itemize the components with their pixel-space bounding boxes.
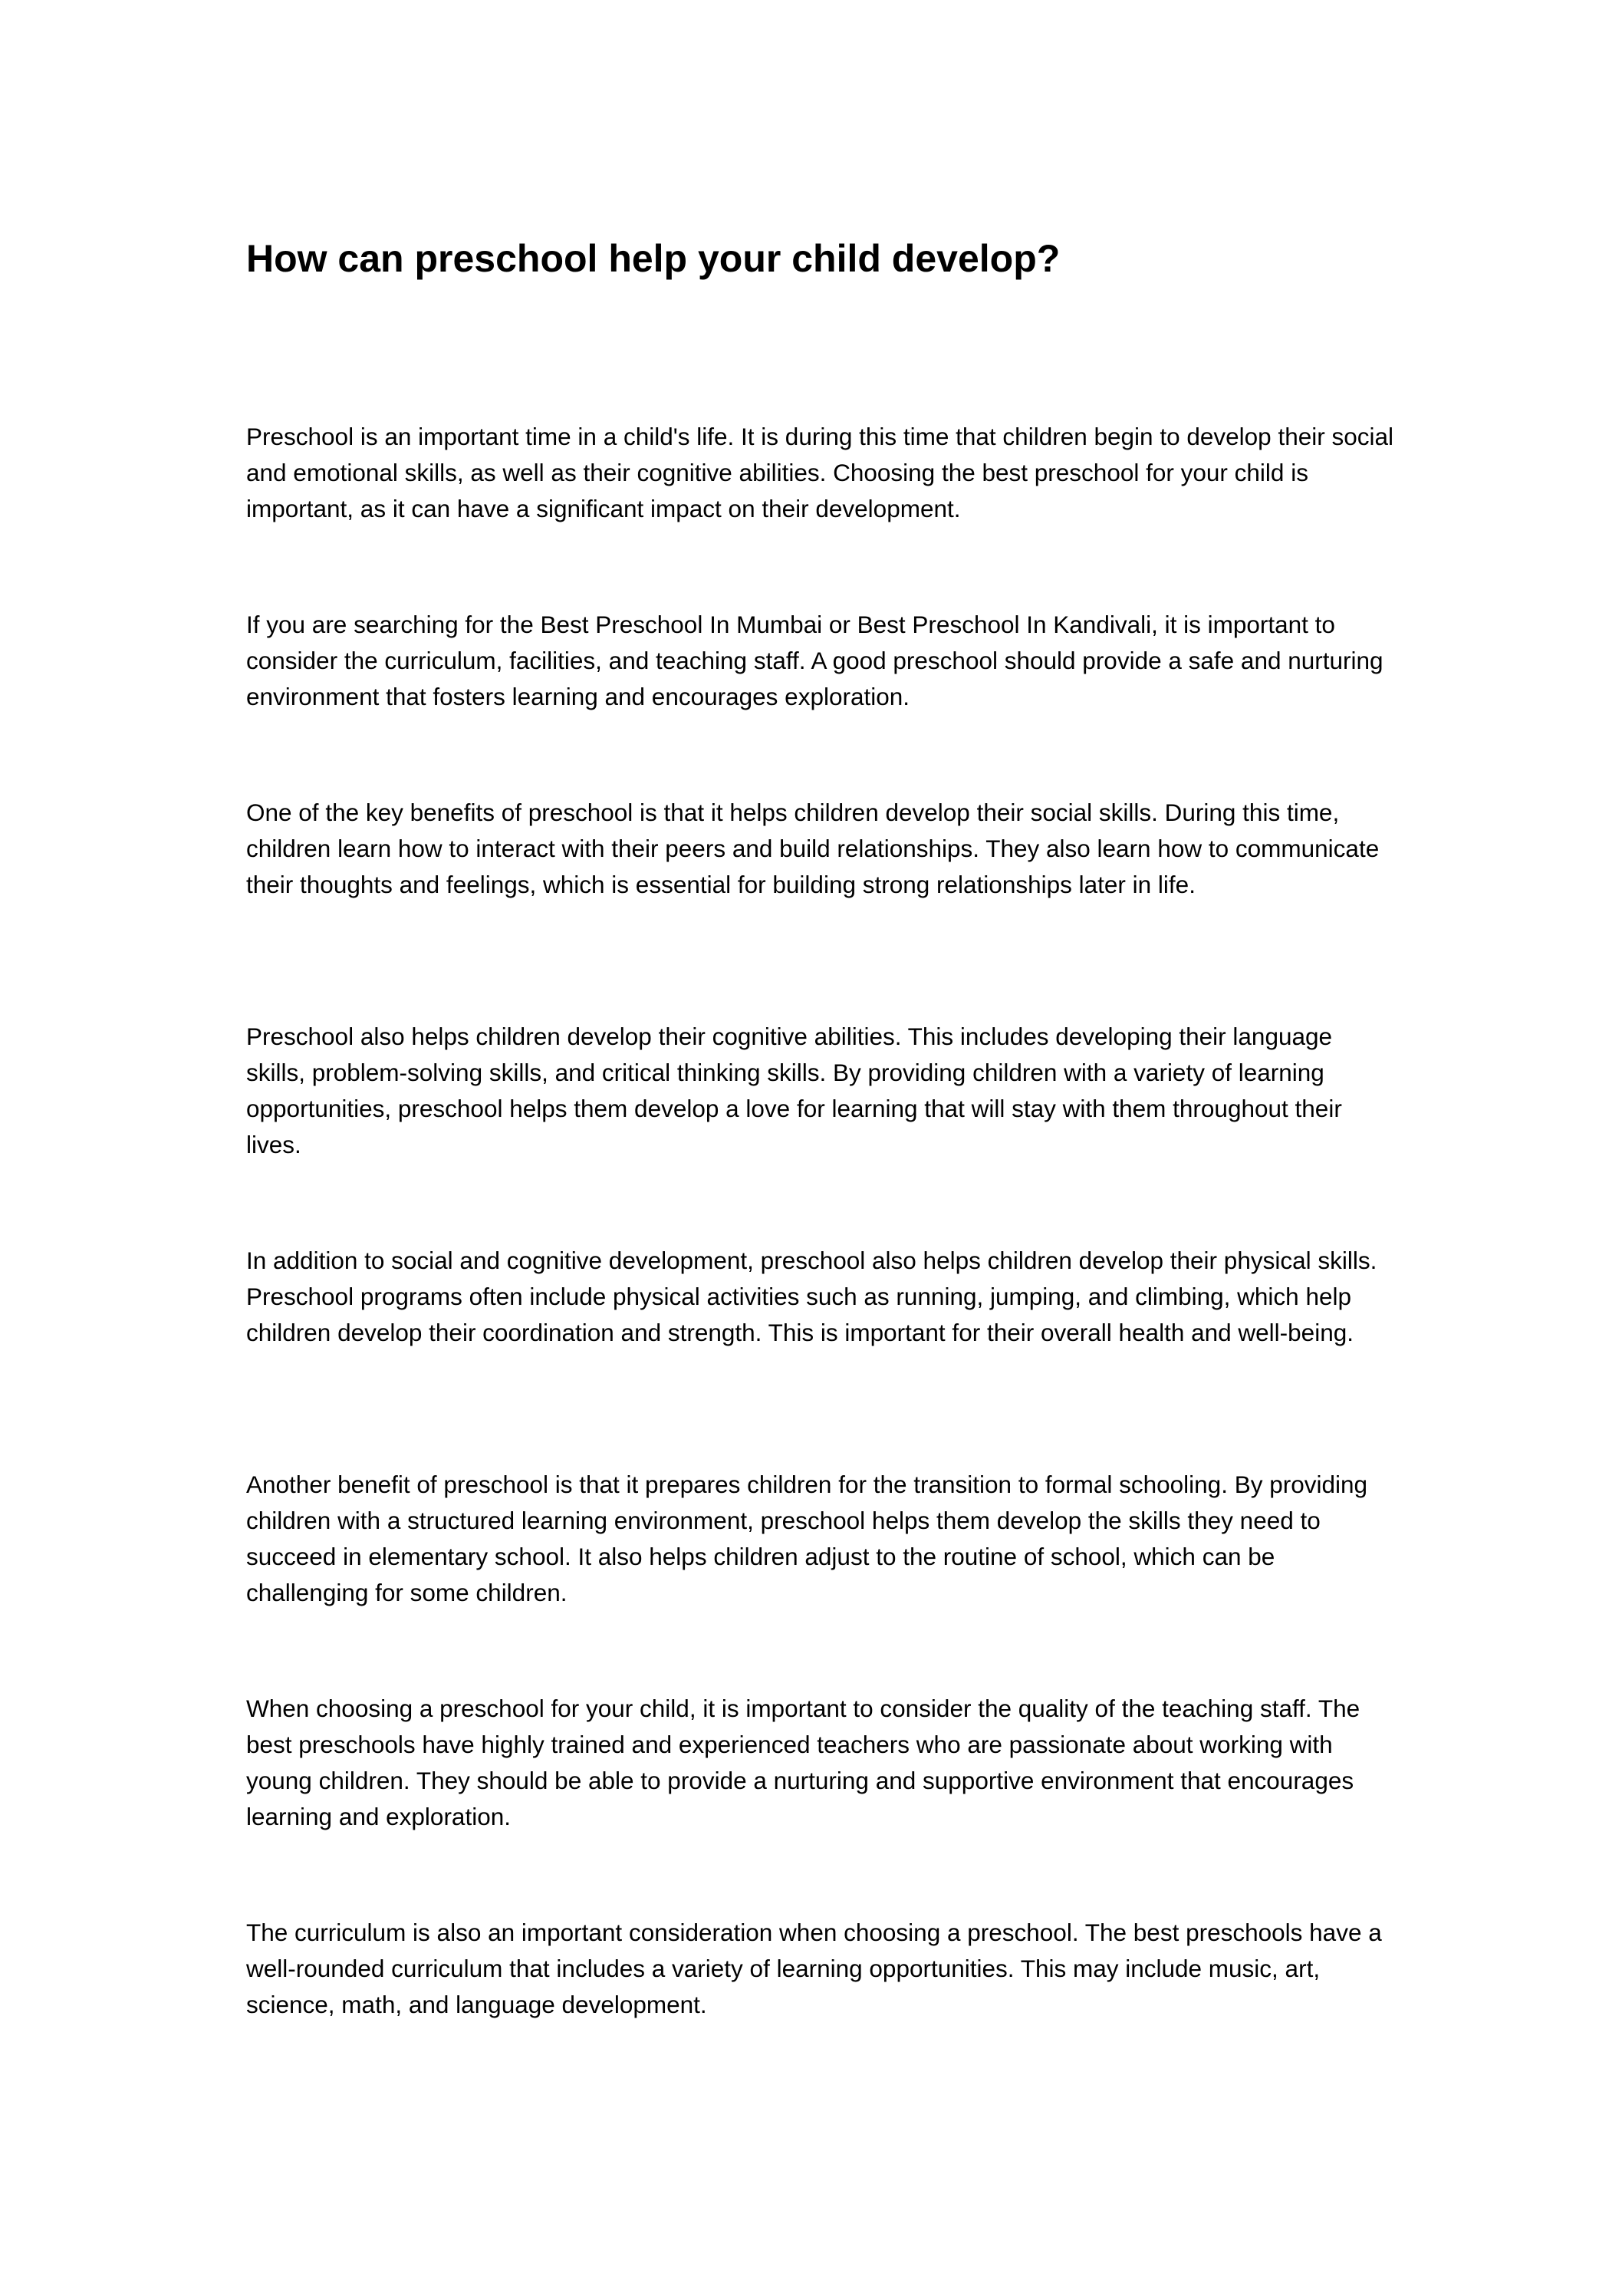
paragraph-curriculum: The curriculum is also an important consideration when choosing a preschool. The best preschools have a well-rounded curriculum that includes a variety of learning opportunities. This may include music, art, science, math, and language development.: [246, 1919, 1382, 2018]
paragraph-cognitive: Preschool also helps children develop their cognitive abilities. This includes developing their language skills, problem-solving skills, and critical thinking skills. By providing children with a variety of learning opportunities, preschool helps them develop a love for learning that will stay with them throughout their lives.: [246, 1023, 1342, 1158]
paragraph-social-skills: One of the key benefits of preschool is that it helps children develop their social skills. During this time, children learn how to interact with their peers and build relationships. They also learn how to communicate their thoughts and feelings, which is essential for building strong relationships later in life.: [246, 799, 1380, 898]
paragraph-intro: Preschool is an important time in a child's life. It is during this time that children begin to develop their social and emotional skills, as well as their cognitive abilities. Choosing the best preschool for your child is important, as it can have a significant impact on their development.: [246, 423, 1394, 522]
paragraph-physical: In addition to social and cognitive development, preschool also helps children develop their physical skills. Preschool programs often include physical activities such as running, jumping, and climbing, which help children develop their coordination and strength. This is important for their overall health and well-being.: [246, 1247, 1377, 1346]
document-title: How can preschool help your child develop?: [246, 237, 1061, 280]
paragraph-transition: Another benefit of preschool is that it prepares children for the transition to formal schooling. By providing children with a structured learning environment, preschool helps them develop the skills they need to succeed in elementary school. It also helps children adjust to the routine of school, which can be challenging for some children.: [246, 1471, 1368, 1606]
paragraph-searching: If you are searching for the Best Preschool In Mumbai or Best Preschool In Kandivali, it is important to consider the curriculum, facilities, and teaching staff. A good preschool should provide a safe and nurturing environment that fosters learning and encourages exploration.: [246, 611, 1383, 710]
paragraph-teaching-staff: When choosing a preschool for your child, it is important to consider the quality of the teaching staff. The best preschools have highly trained and experienced teachers who are passionate about working with young children. They should be able to provide a nurturing and supportive environment that encourages learning and exploration.: [246, 1695, 1360, 1830]
